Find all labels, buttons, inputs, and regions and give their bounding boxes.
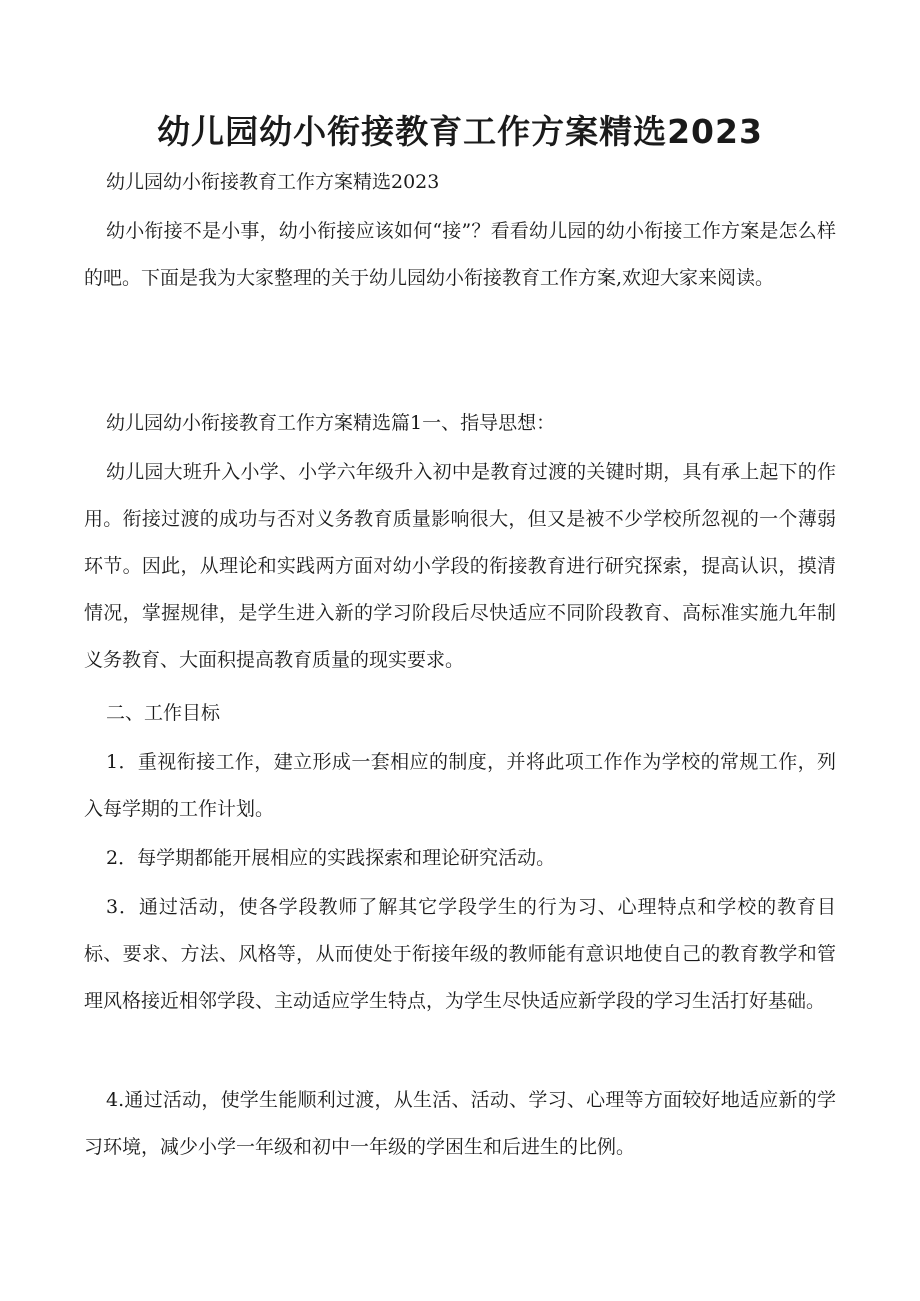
goal-item-3: 3．通过活动，使各学段教师了解其它学段学生的行为习、心理特点和学校的教育目标、要求、方法、风格等，从而使处于衔接年级的教师能有意识地使自己的教育教学和管理风格接近相邻学段、主动适应学生特点，为学生尽快适应新学段的学习生活打好基础。 bbox=[84, 896, 836, 1012]
guiding-thought-paragraph: 幼儿园大班升入小学、小学六年级升入初中是教育过渡的关键时期，具有承上起下的作用。衔接过渡的成功与否对义务教育质量影响很大，但又是被不少学校所忽视的一个薄弱环节。因此，从理论和实践两方面对幼小学段的衔接教育进行研究探索，提高认识，摸清情况，掌握规律，是学生进入新的学习阶段后尽快适应不同阶段教育、高标准实施九年制义务教育、大面积提高教育质量的现实要求。 bbox=[84, 461, 836, 671]
goal-item-1: 1．重视衔接工作，建立形成一套相应的制度，并将此项工作作为学校的常规工作，列入每学期的工作计划。 bbox=[84, 751, 836, 820]
section-heading-guiding-thought: 幼儿园幼小衔接教育工作方案精选篇1一、指导思想： bbox=[106, 412, 556, 434]
goal-item-2: 2．每学期都能开展相应的实践探索和理论研究活动。 bbox=[106, 847, 556, 869]
subtitle-paragraph: 幼儿园幼小衔接教育工作方案精选2023 bbox=[106, 171, 440, 193]
intro-paragraph: 幼小衔接不是小事，幼小衔接应该如何“接”？看看幼儿园的幼小衔接工作方案是怎么样的吧。下面是我为大家整理的关于幼儿园幼小衔接教育工作方案,欢迎大家来阅读。 bbox=[84, 220, 836, 289]
section-heading-work-goals: 二、工作目标 bbox=[106, 702, 221, 724]
document-title: 幼儿园幼小衔接教育工作方案精选2023 bbox=[157, 112, 763, 151]
goal-item-4: 4.通过活动，使学生能顺利过渡，从生活、活动、学习、心理等方面较好地适应新的学习环境，减少小学一年级和初中一年级的学困生和后进生的比例。 bbox=[84, 1089, 836, 1158]
